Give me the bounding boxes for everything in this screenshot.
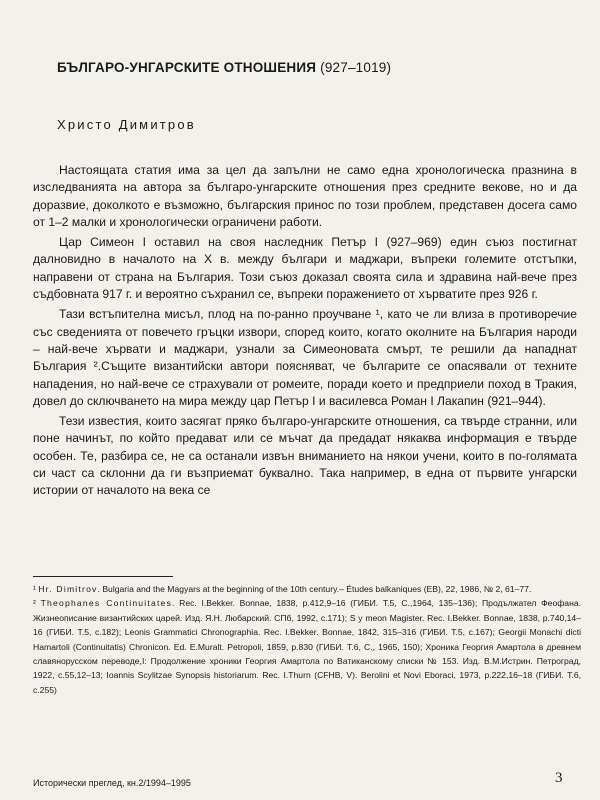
footnote-1 [33,582,581,596]
footnote-1-mark: ¹ [33,584,36,594]
footnotes [33,582,581,697]
article-author: Христо Димитров [57,117,196,132]
paragraph-2: Цар Симеон I оставил на своя наследник Петър I (927–969) един съюз постигнат далновидно в началото на X в. между българи и маджари, въпреки големите отстъпки, направени от страна на България. Този съюз доказал своята сила и здравина най-вече през съдбовната 917 г. и вероятно съхранил се, въпреки поражението от хърватите през 926 г. [33,235,577,302]
footnote-2-author: Theophanes Continuitates [40,598,173,609]
paragraph-4: Тези известия, които засягат пряко българо-унгарските отношения, са твърде странни, или поне начинът, по който предават или се мъчат да предадат някаква информация е твърде особен. Те, разбира се, не са останали извън вниманието на някои учени, които в по-голямата си част са склонни да ги възприемат буквално. Така например, в една от първите унгарски истории от началото на века се [33,414,577,498]
paragraph-1: Настоящата статия има за цел да запълни не само една хронологическа празнина в изследванията на автора за българо-унгарските отношения през средните векове, но и да доразвие, доколкото е възможно, българския принос по този проблем, представен досега само от 1–2 малки и хронологически ограничени работи. [33,163,577,229]
article-title-years: (927–1019) [320,60,392,75]
article-body [33,162,577,503]
footnote-divider [33,576,173,577]
footnote-2 [33,596,581,697]
footnote-1-author: Hr. Dimitrov [38,584,98,594]
footnote-2-mark: ² [33,598,36,609]
footnote-2-text: . Rec. I.Bekker. Bonnae, 1838, p.412,9–16 (ГИБИ. Т.5, С.,1964, 135–136); Продължател Феофана. Жизнеописание византийских царей. Изд. Я.Н. Любарский. СПб, 1992, с.171); S y meon Magister. Rec. I.Bekker. Bonnae, 1838, p.740,14–16 (ГИБИ. Т.5, с.182); Leonis Grammatici Chronographia. Rec. I.Bekker. Bonnae, 1842, 315–316 (ГИБИ. Т.5, с.167); Georgii Monachi dicti Hamartoli (Continuitatis) Chronicon. Ed. E.Muralt. Petropoli, 1859, p.830 (ГИБИ. Т.6, С., 1965, 150); Хроника Георгия Амартола в древнем славянорусском переводе,I: Продолжение хроники Георгия Амартола по Ватиканскому списки № 153. Изд. В.М.Истрин. Петроград, 1922, с.55,12–13; Ioannis Scylitzae Synopsis historiarum. Rec. I.Thurn (CFHB, V). Berolini et Novi Eboraci, 1973, p.222,16–18 (ГИБИ. Т.6, с.255) [33,598,581,695]
paragraph-3: Тази встъпителна мисъл, плод на по-ранно проучване ¹, като че ли влиза в противоречие със сведенията от повечето гръцки извори, според които, когато околните на България народи – най-вече хървати и маджари, узнали за Симеоновата смърт, те решили да нападнат България ².Същите византийски автори поясняват, че българите се опасявали от техните нападения, но най-вече се страхували от ромеите, поради което и предприели поход в Тракия, довел до сключването на мира между цар Петър I и василевса Роман I Лакапин (921–944). [33,307,577,408]
page-number: 3 [555,770,563,786]
journal-source: Исторически преглед, кн.2/1994–1995 [33,778,191,788]
article-title [57,60,391,75]
footnote-1-text: . Bulgaria and the Magyars at the beginning of the 10th century.– Études balkaniques (EB), 22, 1986, № 2, 61–77. [97,584,532,594]
article-title-text: БЪЛГАРО-УНГАРСКИТЕ ОТНОШЕНИЯ [57,60,317,75]
